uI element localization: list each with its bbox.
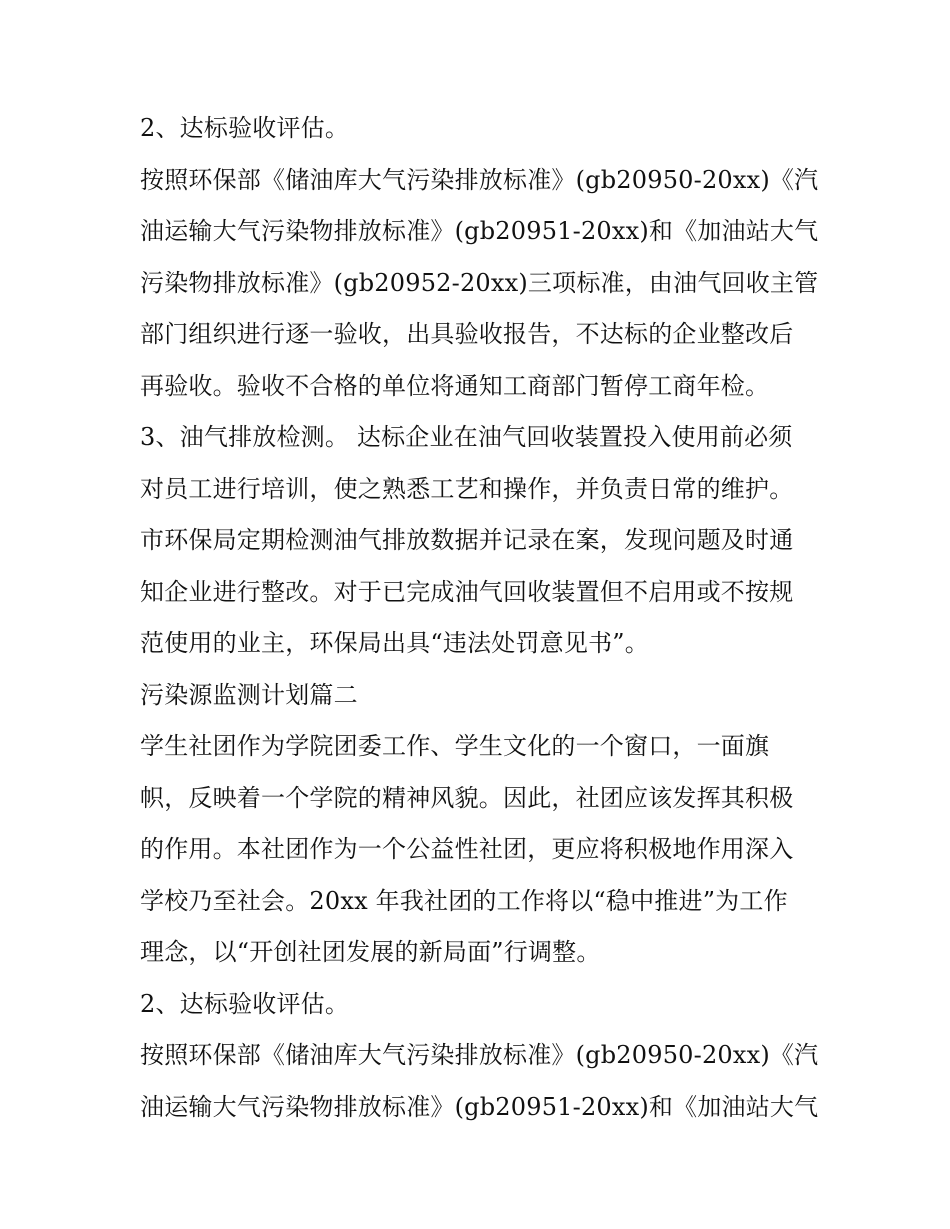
text-line: 对员工进行培训，使之熟悉工艺和操作，并负责日常的维护。 — [140, 474, 794, 503]
section-heading: 污染源监测计划篇二 — [140, 680, 358, 709]
text-line: 2、达标验收评估。 — [140, 114, 350, 142]
text-line: 油运输大气污染物排放标准》(gb20951-20xx)和《加油站大气 — [140, 217, 819, 245]
text-line: 帜，反映着一个学院的精神风貌。因此，社团应该发挥其积极 — [140, 783, 794, 812]
text-line: 2、达标验收评估。 — [140, 989, 350, 1018]
text-line: 市环保局定期检测油气排放数据并记录在案，发现问题及时通 — [140, 526, 794, 554]
text-line: 的作用。本社团作为一个公益性社团，更应将积极地作用深入 — [140, 835, 794, 863]
document-body — [140, 103, 830, 1133]
text-line: 按照环保部《储油库大气污染排放标准》(gb20950-20xx)《汽 — [140, 165, 819, 194]
text-line: 按照环保部《储油库大气污染排放标准》(gb20950-20xx)《汽 — [140, 1041, 819, 1069]
text-line: 知企业进行整改。对于已完成油气回收装置但不启用或不按规 — [140, 577, 794, 606]
text-line: 3、油气排放检测。 达标企业在油气回收装置投入使用前必须 — [140, 423, 793, 451]
text-line: 学生社团作为学院团委工作、学生文化的一个窗口，一面旗 — [140, 732, 770, 760]
text-line: 再验收。验收不合格的单位将通知工商部门暂停工商年检。 — [140, 371, 770, 400]
text-line: 范使用的业主，环保局出具“违法处罚意见书”。 — [140, 629, 649, 657]
text-line: 污染物排放标准》(gb20952-20xx)三项标准，由油气回收主管 — [140, 268, 819, 297]
text-line: 油运输大气污染物排放标准》(gb20951-20xx)和《加油站大气 — [140, 1092, 819, 1121]
text-line: 部门组织进行逐一验收，出具验收报告，不达标的企业整改后 — [140, 320, 794, 348]
text-line: 理念，以“开创社团发展的新局面”行调整。 — [140, 938, 601, 966]
text-line: 学校乃至社会。20xx 年我社团的工作将以“稳中推进”为工作 — [140, 886, 788, 915]
